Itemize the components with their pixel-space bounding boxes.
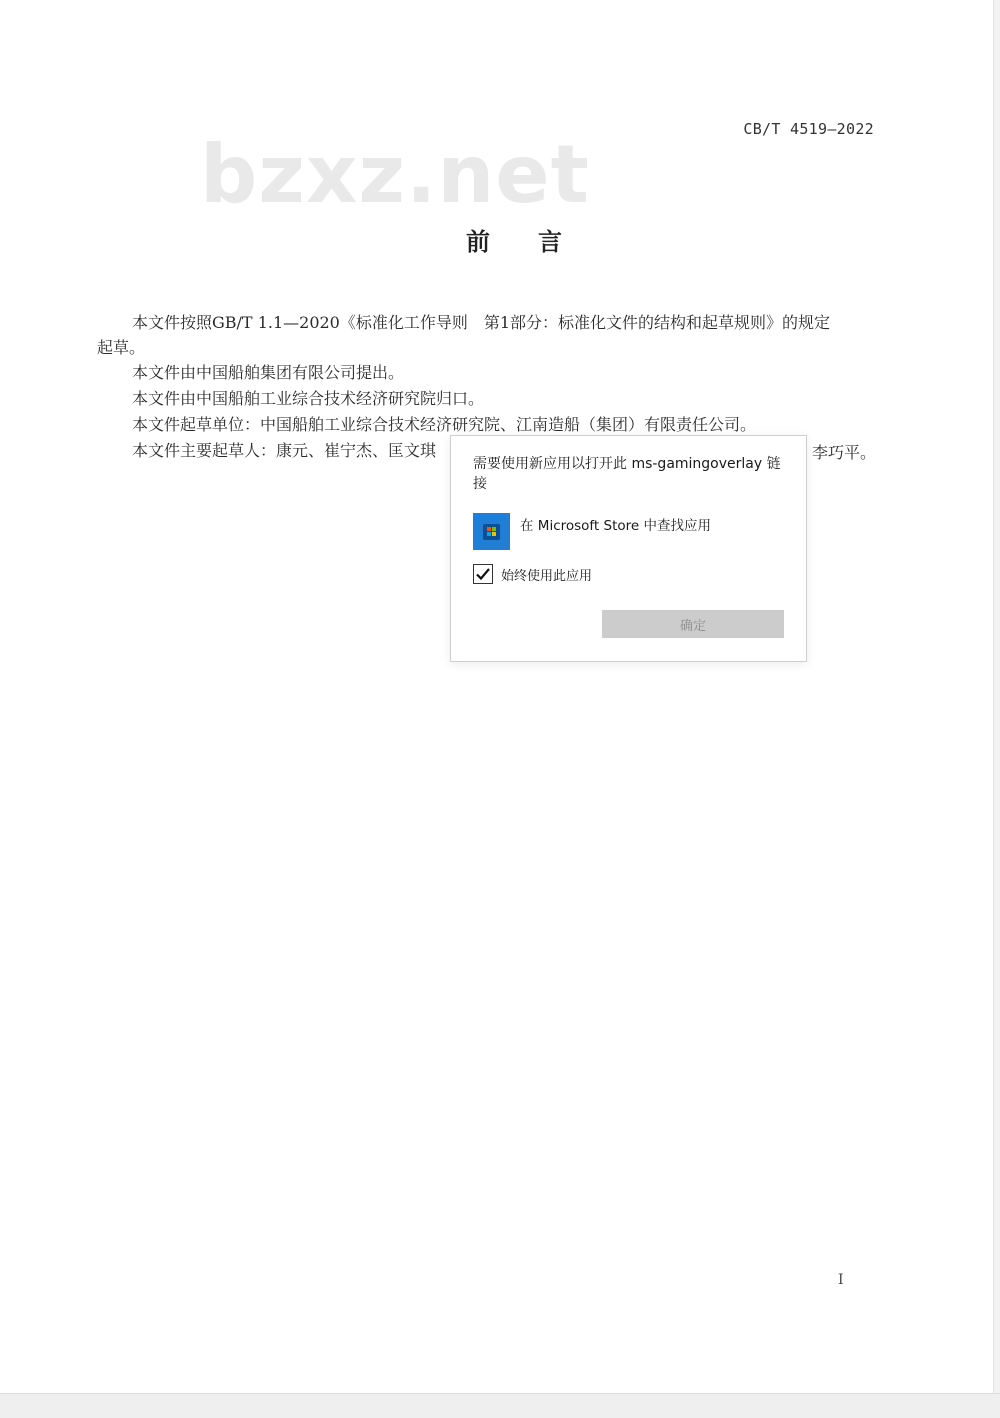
- page-number: I: [838, 1272, 844, 1288]
- always-use-label: 始终使用此应用: [501, 568, 593, 584]
- ok-button[interactable]: 确定: [602, 610, 784, 638]
- document-number: CB/T 4519—2022: [743, 120, 874, 138]
- dialog-title: 需要使用新应用以打开此 ms-gamingoverlay 链接: [473, 456, 781, 492]
- paragraph-5: 本文件主要起草人：康元、崔宁杰、匡文琪: [132, 441, 437, 460]
- watermark: bzxz.net: [200, 128, 590, 221]
- checkmark-icon: [475, 566, 491, 582]
- paragraph-1-cont: 起草。: [97, 338, 146, 357]
- find-in-store-option[interactable]: [473, 513, 793, 550]
- paragraph-4: 本文件起草单位：中国船舶工业综合技术经济研究院、江南造船（集团）有限责任公司。: [132, 415, 757, 434]
- paragraph-3: 本文件由中国船舶工业综合技术经济研究院归口。: [132, 389, 485, 408]
- always-use-checkbox[interactable]: [473, 564, 493, 584]
- scrollbar-track[interactable]: [993, 0, 1000, 1418]
- page-heading: 前言: [466, 227, 610, 256]
- open-with-dialog: [450, 435, 807, 662]
- always-use-checkbox-row[interactable]: [473, 564, 592, 584]
- find-in-store-label: 在 Microsoft Store 中查找应用: [520, 518, 711, 534]
- paragraph-1: 本文件按照GB/T 1.1—2020《标准化工作导则 第1部分：标准化文件的结构和起草规则》的规定: [132, 313, 831, 332]
- paragraph-5-tail: 李巧平。: [812, 443, 877, 462]
- microsoft-store-icon: [473, 513, 510, 550]
- bottom-status-bar: [0, 1393, 1000, 1418]
- paragraph-2: 本文件由中国船舶集团有限公司提出。: [132, 363, 405, 382]
